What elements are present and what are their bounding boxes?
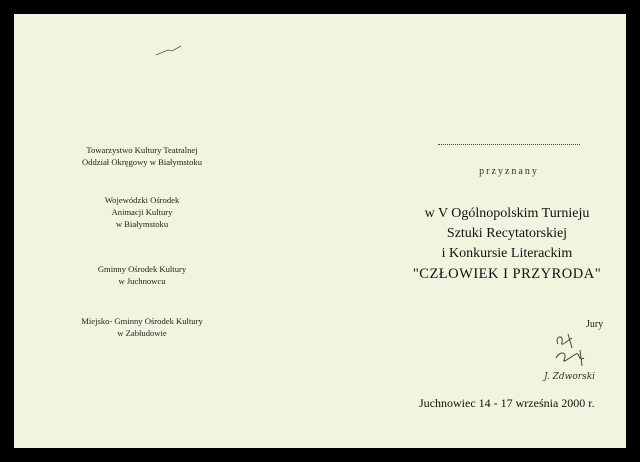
award-title <box>392 204 622 284</box>
organizer-line: w Zabłudowie <box>117 328 167 338</box>
award-line: w V Ogólnopolskim Turnieju <box>424 206 590 221</box>
organizer-item <box>42 144 242 168</box>
organizer-line: Animacji Kultury <box>111 207 173 217</box>
organizer-item <box>42 315 242 339</box>
pen-mark <box>154 44 184 58</box>
organizer-line: Gminny Ośrodek Kultury <box>97 264 187 274</box>
organizer-line: Miejsko- Gminny Ośrodek Kultury <box>81 316 203 326</box>
organizer-line: w Białymstoku <box>115 219 169 229</box>
jury-label: Jury <box>586 319 604 330</box>
jury-signatures <box>534 330 614 390</box>
organizer-line: w Juchnowcu <box>118 276 166 286</box>
organizer-line: Oddział Okręgowy w Białymstoku <box>81 157 203 167</box>
recipient-blank-line <box>438 144 580 145</box>
organizer-item <box>42 194 242 230</box>
awarded-label: przyznany <box>479 166 539 177</box>
organizer-line: Wojewódzki Ośrodek <box>104 195 180 205</box>
signature-1 <box>534 330 614 370</box>
signature-name: J. Zdworski <box>544 372 596 382</box>
award-theme: "CZŁOWIEK I PRZYRODA" <box>412 266 602 282</box>
organizer-item <box>42 263 242 287</box>
organizer-line: Towarzystwo Kultury Teatralnej <box>86 145 198 155</box>
place-date: Juchnowiec 14 - 17 września 2000 r. <box>419 396 595 410</box>
diploma-card <box>14 14 626 448</box>
award-line: Sztuki Recytatorskiej <box>446 226 568 241</box>
award-line: i Konkursie Literackim <box>441 246 573 261</box>
